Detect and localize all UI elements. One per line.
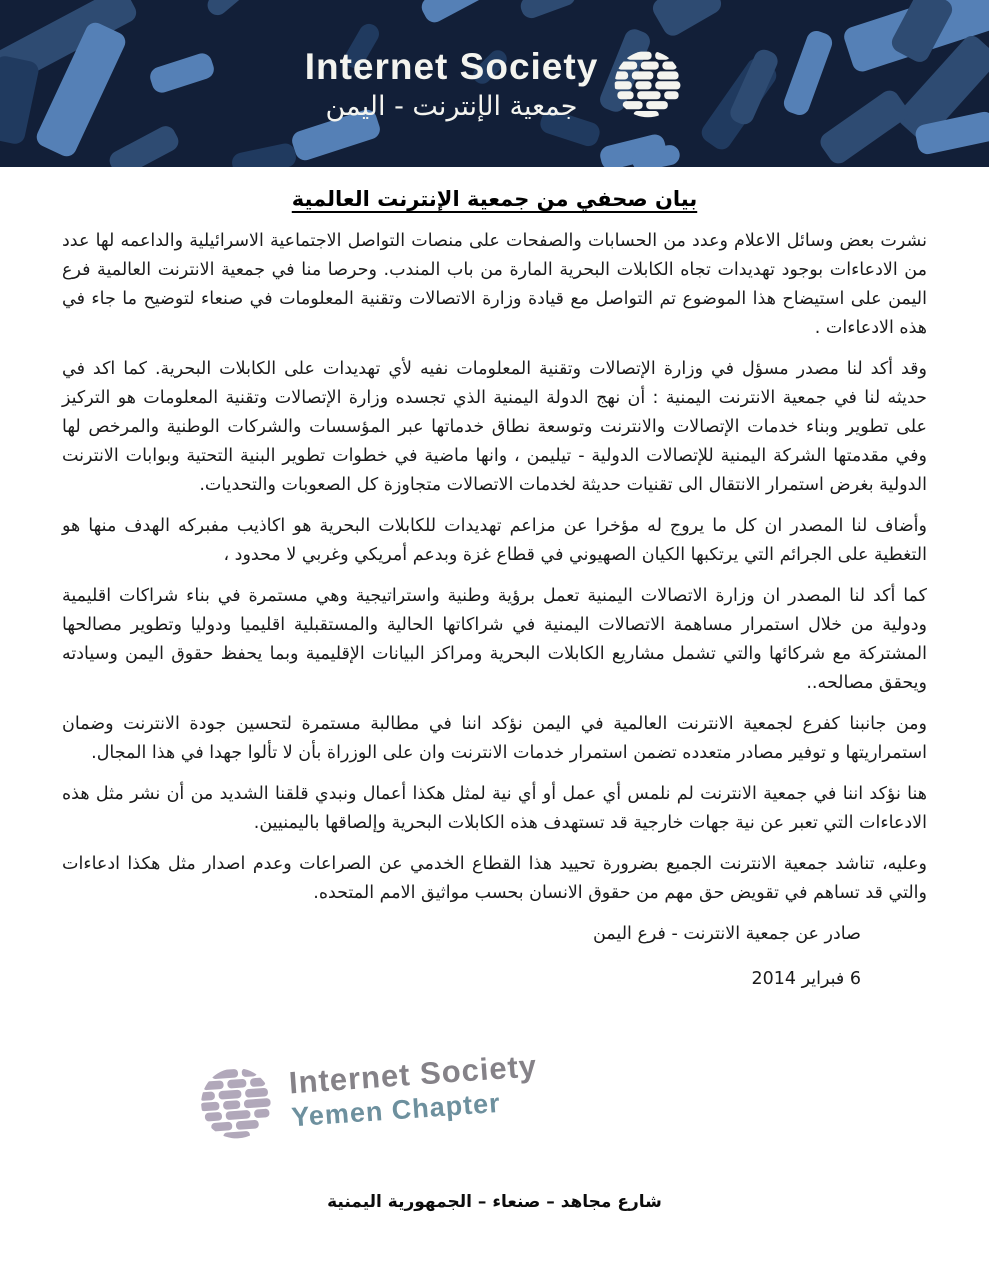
footer-address: شارع مجاهد – صنعاء – الجمهورية اليمنية bbox=[327, 1192, 662, 1212]
org-wordmark-ar: جمعية الإنترنت - اليمن bbox=[325, 90, 578, 122]
paragraph: هنا نؤكد اننا في جمعية الانترنت لم نلمس أي عمل أو أي نية لمثل هكذا أعمال ونبدي قلقنا الشديد من أن نشر مثل هذه الادعاءات التي تعبر عن نية جهات خارجية قد تستهدف هذه الكابلات البحرية وإلصاقها باليمنيين. bbox=[62, 784, 927, 833]
paragraph: وعليه، تناشد جمعية الانترنت الجميع بضرورة تحييد هذا القطاع الخدمي عن الصراعات وعدم اصدار مثل هكذا ادعاءات والتي قد تساهم في تقويض حق مهم من حقوق الانسان بحسب مواثيق الامم المتحده. bbox=[62, 854, 927, 903]
date-line: 6 فبراير 2014 bbox=[751, 969, 861, 989]
org-wordmark-en: Internet Society bbox=[304, 45, 599, 87]
isoc-globe-stamp-icon bbox=[196, 1063, 277, 1144]
header-banner bbox=[0, 0, 989, 167]
stamp-org-name: Internet Society bbox=[287, 1047, 539, 1101]
org-logo bbox=[0, 0, 989, 167]
yemen-chapter-stamp bbox=[196, 1044, 541, 1144]
paragraph: وقد أكد لنا مصدر مسؤل في وزارة الإتصالات وتقنية المعلومات نفيه لأي تهديدات على الكابلات البحرية. كما اكد في حديثه لنا في جمعية الانترنت اليمنية : أن نهج الدولة اليمنية الذي تجسده وزارة الإتصالات وتقنية المعلومات هو التركيز على تطوير وبناء خدمات الإتصالات والانترنت وتوسعة نطاق خدماتها عبر المؤسسات والشركات الوطنية والمرخص لها وفي مقدمتها الشركة اليمنية للإتصالات الدولية - تيليمن ، وانها ماضية في خطوات تطوير البنية التحتية وبوابات الانترنت الدولية بغرض استمرار الانتقال الى تقنيات حديثة لخدمات الاتصالات متجاوزة كل الصعوبات والتحديات. bbox=[62, 359, 927, 495]
stamp-chapter-name: Yemen Chapter bbox=[290, 1087, 502, 1133]
page-title: بيان صحفي من جمعية الإنترنت العالمية bbox=[291, 187, 698, 211]
paragraph: وأضاف لنا المصدر ان كل ما يروج له مؤخرا عن مزاعم تهديدات للكابلات البحرية هو اكاذيب مفبركه الهدف منها هو التغطية على الجرائم التي يرتكبها الكيان الصهيوني في قطاع غزة وبدعم أمريكي وغربي لا محدود ، bbox=[62, 516, 927, 565]
press-release-body bbox=[0, 227, 989, 908]
isoc-globe-icon bbox=[612, 48, 684, 120]
signoff-line: صادر عن جمعية الانترنت - فرع اليمن bbox=[592, 924, 861, 944]
paragraph: كما أكد لنا المصدر ان وزارة الاتصالات اليمنية تعمل برؤية وطنية واستراتيجية وهي مستمرة في بناء شراكات اقليمية ودولية من خلال استمرار مساهمة الاتصالات اليمنية في شراكاتها الحالية والمستقبلية اقليميا ودوليا وتطوير مصالحها المشتركة مع شركائها والتي تشمل مشاريع الكابلات البحرية ومراكز البيانات الإقليمية وبما يحفظ حقوق اليمن وسيادته ويحقق مصالحه.. bbox=[62, 586, 927, 693]
paragraph: نشرت بعض وسائل الاعلام وعدد من الحسابات والصفحات على منصات التواصل الاجتماعية الاسرائيلية والداعمه لها عدد من الادعاءات بوجود تهديدات تجاه الكابلات البحرية المارة من باب المندب. وحرصا منا في جمعية الانترنت العالمية فرع اليمن على استيضاح هذا الموضوع تم التواصل مع قيادة وزارة الاتصالات وتقنية المعلومات في صنعاء لتوضيح ما جاء في هذه الادعاءات . bbox=[62, 231, 927, 338]
paragraph: ومن جانبنا كفرع لجمعية الانترنت العالمية في اليمن نؤكد اننا في مطالبة مستمرة لتحسين جودة الانترنت وضمان استمراريتها و توفير مصادر متعدده تضمن استمرار خدمات الانترنت وان على الوزراة بأن لا تألوا جهدا في هذا المجال. bbox=[62, 714, 927, 763]
